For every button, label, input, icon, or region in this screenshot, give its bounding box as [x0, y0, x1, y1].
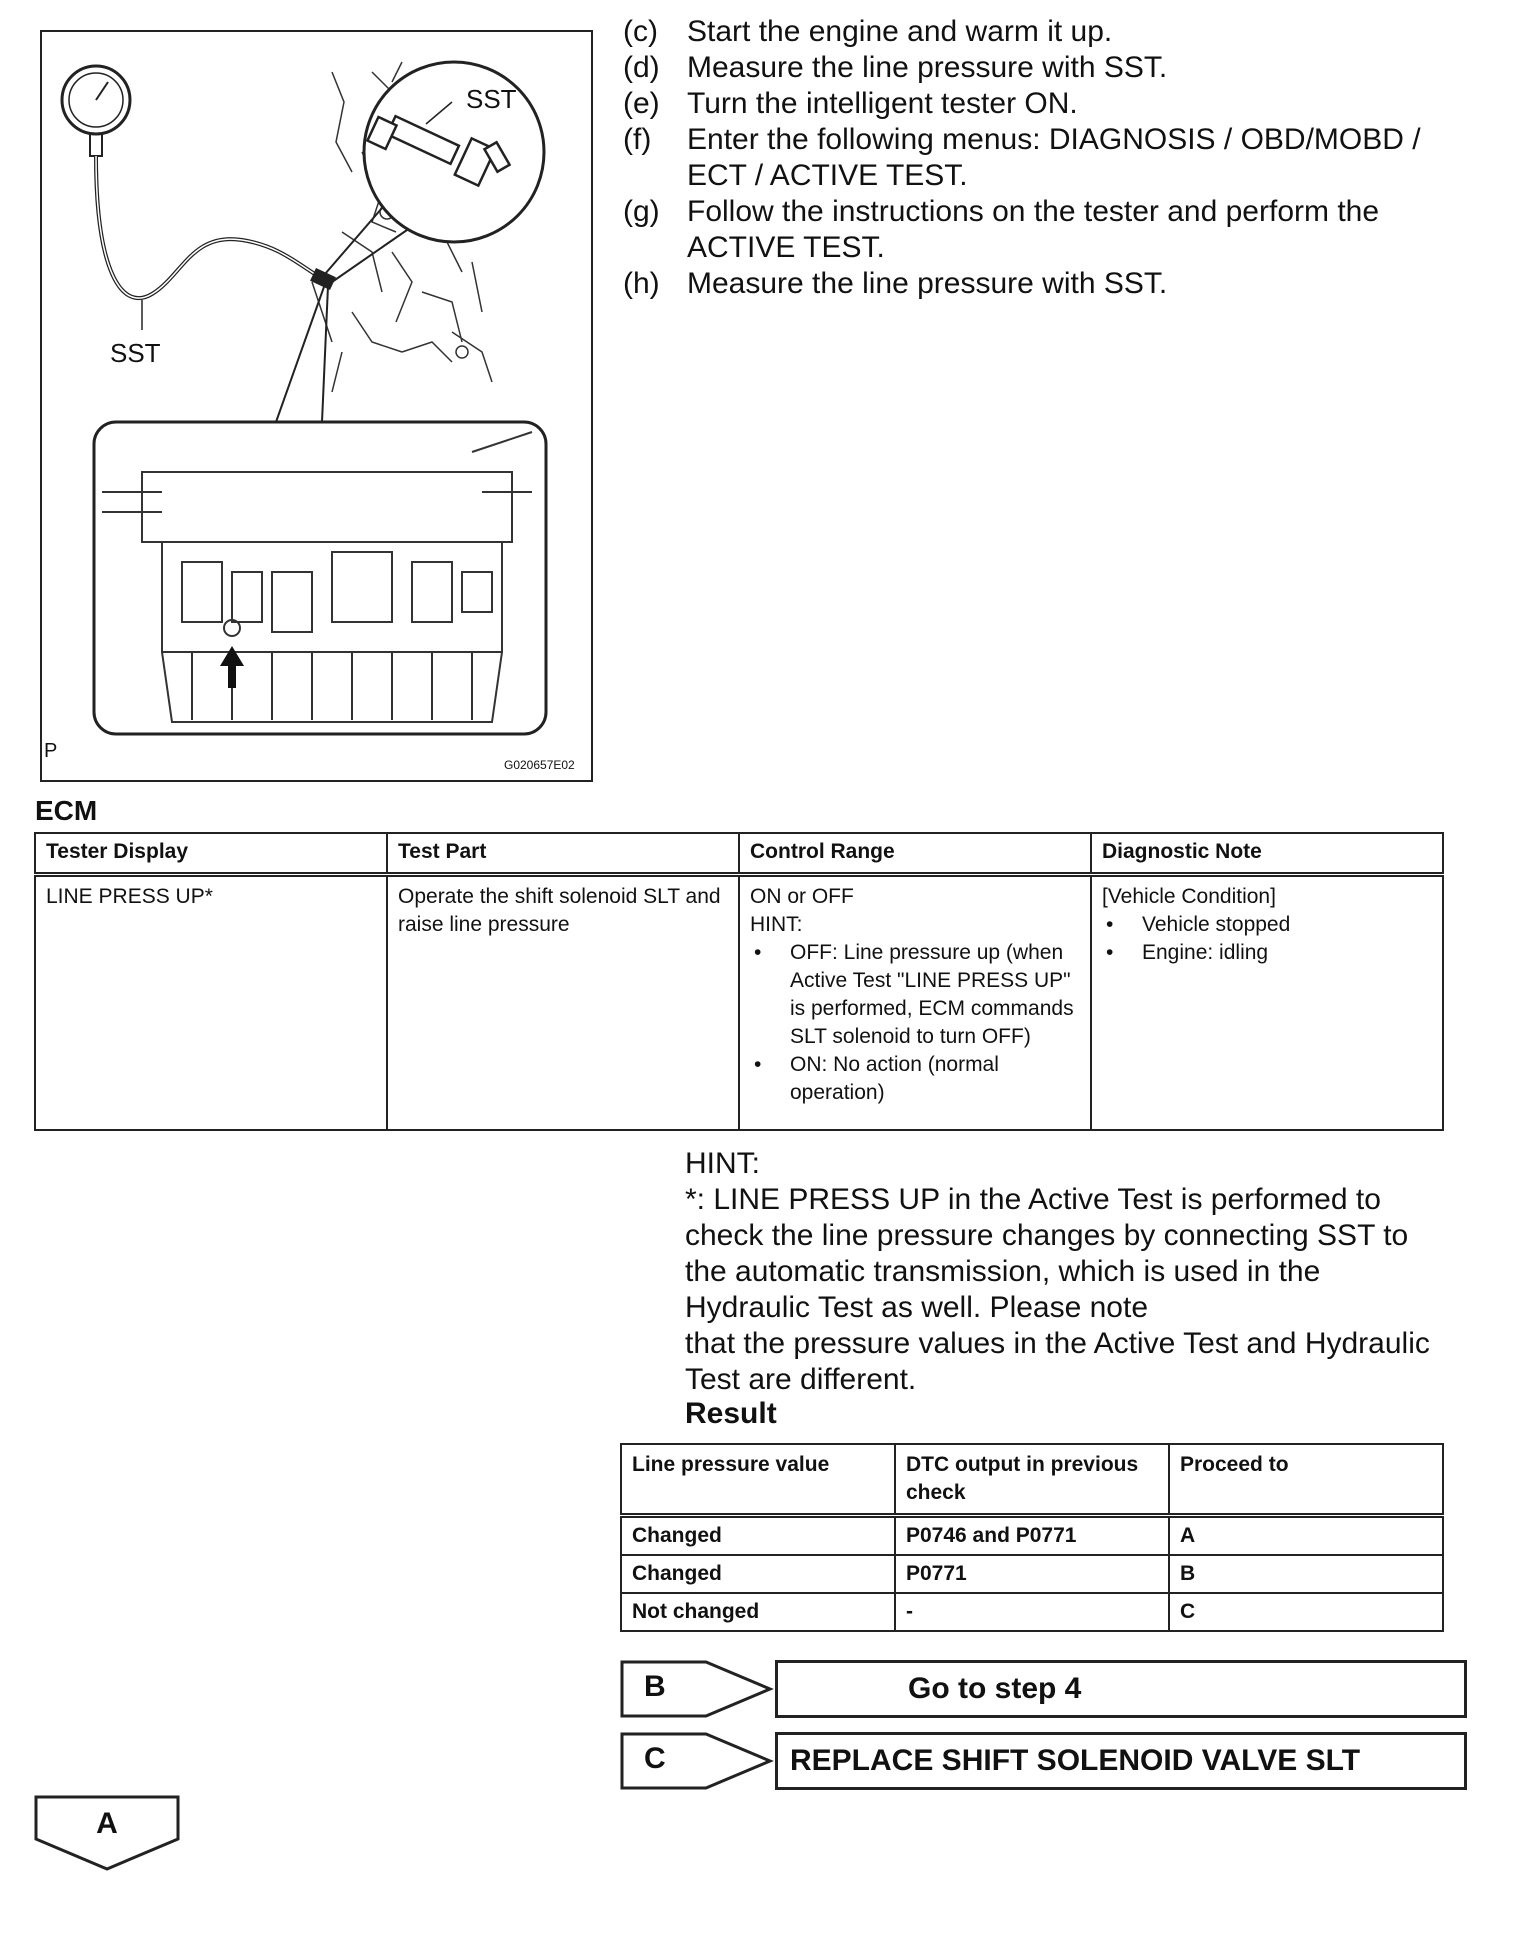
table-row [621, 1593, 1443, 1631]
go-to-step-4-button[interactable]: Go to step 4 [775, 1660, 1467, 1718]
column-header: Proceed to [1169, 1444, 1443, 1516]
line-pressure-cell: Changed [621, 1516, 895, 1556]
list-item: • ON: No action (normal operation) [750, 1051, 1080, 1107]
gauge-sst-label: SST [110, 338, 161, 368]
figure-corner-label: P [44, 740, 58, 762]
control-range-cell [739, 875, 1091, 1131]
step-f: (f) Enter the following menus: DIAGNOSIS / OBD/MOBD / ECT / ACTIVE TEST. [623, 123, 1421, 192]
table-row [621, 1555, 1443, 1593]
callout-sst-label: SST [466, 84, 517, 114]
dtc-cell: - [895, 1593, 1169, 1631]
hint-text-2: that the pressure values in the Active Test and Hydraulic Test are different. [685, 1327, 1430, 1396]
dtc-cell: P0746 and P0771 [895, 1516, 1169, 1556]
sst-connection-illustration [40, 30, 593, 782]
result-table [620, 1443, 1444, 1632]
step-g: (g) Follow the instructions on the tester and perform the ACTIVE TEST. [623, 195, 1380, 264]
dtc-cell: P0771 [895, 1555, 1169, 1593]
vehicle-condition-label: [Vehicle Condition] [1102, 885, 1276, 908]
column-header: Diagnostic Note [1091, 833, 1443, 875]
hint-heading: HINT: [685, 1147, 760, 1180]
step-e: (e) Turn the intelligent tester ON. [623, 87, 1078, 120]
list-item: • Vehicle stopped [1102, 911, 1432, 939]
table-header-row [35, 833, 1443, 875]
proceed-cell: A [1169, 1516, 1443, 1556]
proceed-a-tag[interactable] [34, 1795, 180, 1871]
step-d: (d) Measure the line pressure with SST. [623, 51, 1168, 84]
proceed-cell: C [1169, 1593, 1443, 1631]
column-header: DTC output in previous check [895, 1444, 1169, 1516]
column-header: Line pressure value [621, 1444, 895, 1516]
proceed-c-letter: C [644, 1742, 666, 1775]
test-part-cell: Operate the shift solenoid SLT and raise line pressure [387, 875, 739, 1131]
figure-code: G020657E02 [504, 758, 575, 772]
column-header: Tester Display [35, 833, 387, 875]
proceed-a-letter: A [96, 1807, 118, 1840]
table-header-row [621, 1444, 1443, 1516]
procedure-steps [623, 14, 1423, 302]
transmission-diagram [42, 32, 591, 780]
hint-label: HINT: [750, 913, 803, 936]
proceed-b-letter: B [644, 1670, 666, 1703]
table-row [621, 1516, 1443, 1556]
column-header: Control Range [739, 833, 1091, 875]
tester-display-cell: LINE PRESS UP* [35, 875, 387, 1131]
table-row [35, 875, 1443, 1131]
column-header: Test Part [387, 833, 739, 875]
diagnostic-note-cell [1091, 875, 1443, 1131]
proceed-b-row[interactable] [620, 1660, 1470, 1718]
proceed-cell: B [1169, 1555, 1443, 1593]
ecm-heading: ECM [35, 795, 98, 826]
ecm-active-test-table [34, 832, 1444, 1131]
result-heading: Result [685, 1397, 777, 1430]
list-item: • OFF: Line pressure up (when Active Test "LINE PRESS UP" is performed, ECM commands SLT solenoid to turn OFF) [750, 939, 1080, 1051]
line-pressure-cell: Changed [621, 1555, 895, 1593]
line-pressure-cell: Not changed [621, 1593, 895, 1631]
replace-slt-valve-button[interactable]: REPLACE SHIFT SOLENOID VALVE SLT [775, 1732, 1467, 1790]
step-c: (c) Start the engine and warm it up. [623, 15, 1113, 48]
hint-list [750, 939, 1080, 1107]
hint-text-1: *: LINE PRESS UP in the Active Test is performed to check the line pressure changes by connecting SST to the automatic transmission, which is used in the Hydraulic Test as well. Please note [685, 1183, 1409, 1324]
list-item: • Engine: idling [1102, 939, 1432, 967]
hint-note [685, 1146, 1455, 1398]
control-range-value: ON or OFF [750, 885, 854, 908]
proceed-c-row[interactable] [620, 1732, 1470, 1790]
condition-list [1102, 911, 1432, 967]
step-h: (h) Measure the line pressure with SST. [623, 267, 1168, 300]
